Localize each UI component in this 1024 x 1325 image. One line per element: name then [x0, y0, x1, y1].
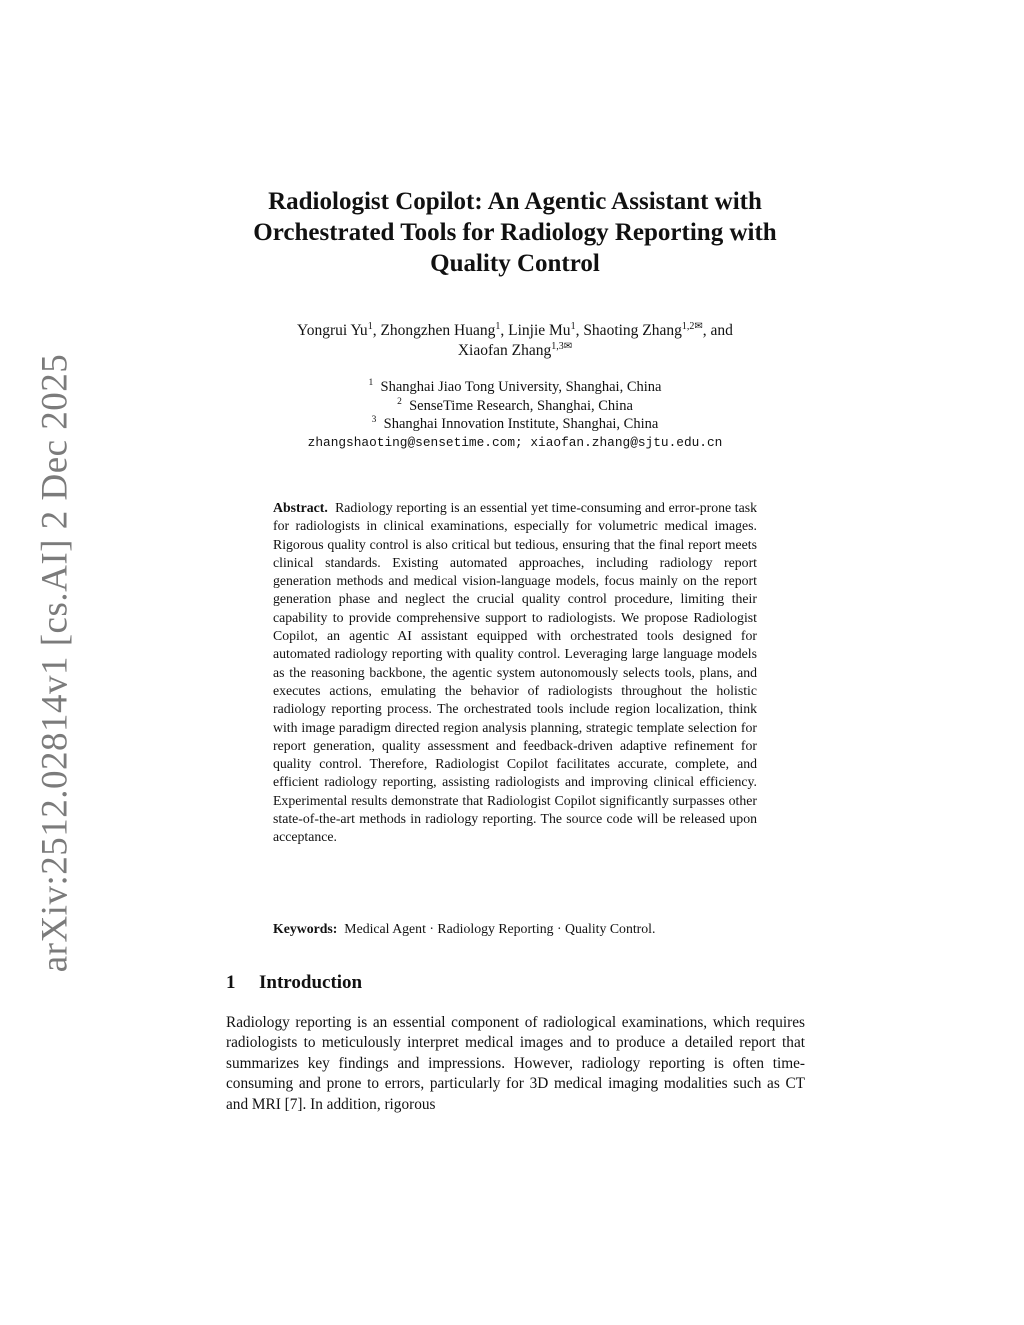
author-list: [215, 321, 815, 361]
abstract-label: Abstract.: [273, 500, 328, 515]
arxiv-identifier-stamp: arXiv:2512.02814v1 [cs.AI] 2 Dec 2025: [34, 353, 76, 973]
author-name: Xiaofan Zhang: [457, 342, 552, 359]
affiliation-text: Shanghai Innovation Institute, Shanghai, China: [383, 416, 659, 432]
author-name: Zhongzhen Huang: [380, 322, 496, 339]
author-emails: zhangshaoting@sensetime.com; xiaofan.zhang@sjtu.edu.cn: [307, 434, 723, 450]
affiliation-item: [215, 397, 815, 416]
affiliation-block: [215, 378, 815, 452]
author-name: Shaoting Zhang: [583, 322, 682, 339]
affiliation-number: 2: [397, 396, 402, 407]
keywords: [273, 920, 763, 938]
affiliation-number: 3: [371, 415, 377, 426]
keywords-label: Keywords:: [273, 921, 338, 936]
abstract: [273, 499, 757, 847]
section-title: Introduction: [259, 972, 363, 993]
intro-paragraph: Radiology reporting is an essential component of radiological examinations, which requires radiologists to meticulously interpret medical images and to produce a detailed report that summarizes key findings and impressions. However, radiology reporting is often time-consuming and prone to errors, particularly for 3D medical imaging modalities such as CT and MRI [7]. In addition, rigorous: [226, 1014, 805, 1113]
keywords-text: Medical Agent · Radiology Reporting · Quality Control.: [344, 921, 656, 936]
author-affiliation-mark: 1: [495, 320, 501, 332]
title-line-3: Quality Control: [430, 250, 600, 277]
title-line-1: Radiologist Copilot: An Agentic Assistant with: [268, 188, 762, 215]
author-separator: ,: [575, 322, 584, 339]
author-separator: , and: [702, 322, 733, 339]
author-affiliation-mark: 1,2✉: [681, 320, 703, 332]
author-separator: ,: [372, 322, 381, 339]
author-affiliation-mark: 1,3✉: [551, 340, 573, 352]
abstract-text: Radiology reporting is an essential yet time-consuming and error-prone task for radiologists in clinical examinations, especially for volumetric medical images. Rigorous quality control is also critical but tedious, ensuring that the final report meets clinical standards. Existing automated approaches, including radiology report generation methods and medical vision-language models, focus mainly on the report generation phase and neglect the crucial quality control procedure, limiting their capability to provide comprehensive support to radiologists. We propose Radiologist Copilot, an agentic AI assistant equipped with orchestrated tools designed for automated radiology reporting with quality control. Leveraging large language models as the reasoning backbone, the agentic system autonomously selects tools, plans, and executes actions, emulating the behavior of radiologists throughout the holistic radiology reporting process. The orchestrated tools include region localization, think with image paradigm directed region analysis planning, strategic template selection for report generation, quality assessment and feedback-driven adaptive refinement for quality control. Therefore, Radiologist Copilot facilitates accurate, complete, and efficient radiology reporting, assisting radiologists and improving clinical efficiency. Experimental results demonstrate that Radiologist Copilot significantly surpasses other state-of-the-art methods in radiology reporting. The source code will be released upon acceptance.: [273, 500, 757, 845]
author-affiliation-mark: 1: [570, 320, 576, 332]
affiliation-number: 1: [368, 378, 374, 389]
section-heading: [226, 972, 362, 994]
author-line-2: [215, 341, 815, 361]
title-line-2: Orchestrated Tools for Radiology Reporting with: [253, 219, 777, 246]
affiliation-item: [215, 415, 815, 434]
paper-title: [200, 186, 830, 279]
affiliation-text: SenseTime Research, Shanghai, China: [409, 397, 633, 414]
author-affiliation-mark: 1: [367, 320, 373, 332]
author-name: Linjie Mu: [508, 322, 571, 339]
author-separator: ,: [500, 322, 509, 339]
author-name: Yongrui Yu: [297, 322, 368, 339]
affiliation-text: Shanghai Jiao Tong University, Shanghai, China: [380, 379, 662, 395]
section-number: 1: [226, 972, 236, 993]
author-line-1: [215, 321, 815, 341]
affiliation-item: [215, 378, 815, 397]
